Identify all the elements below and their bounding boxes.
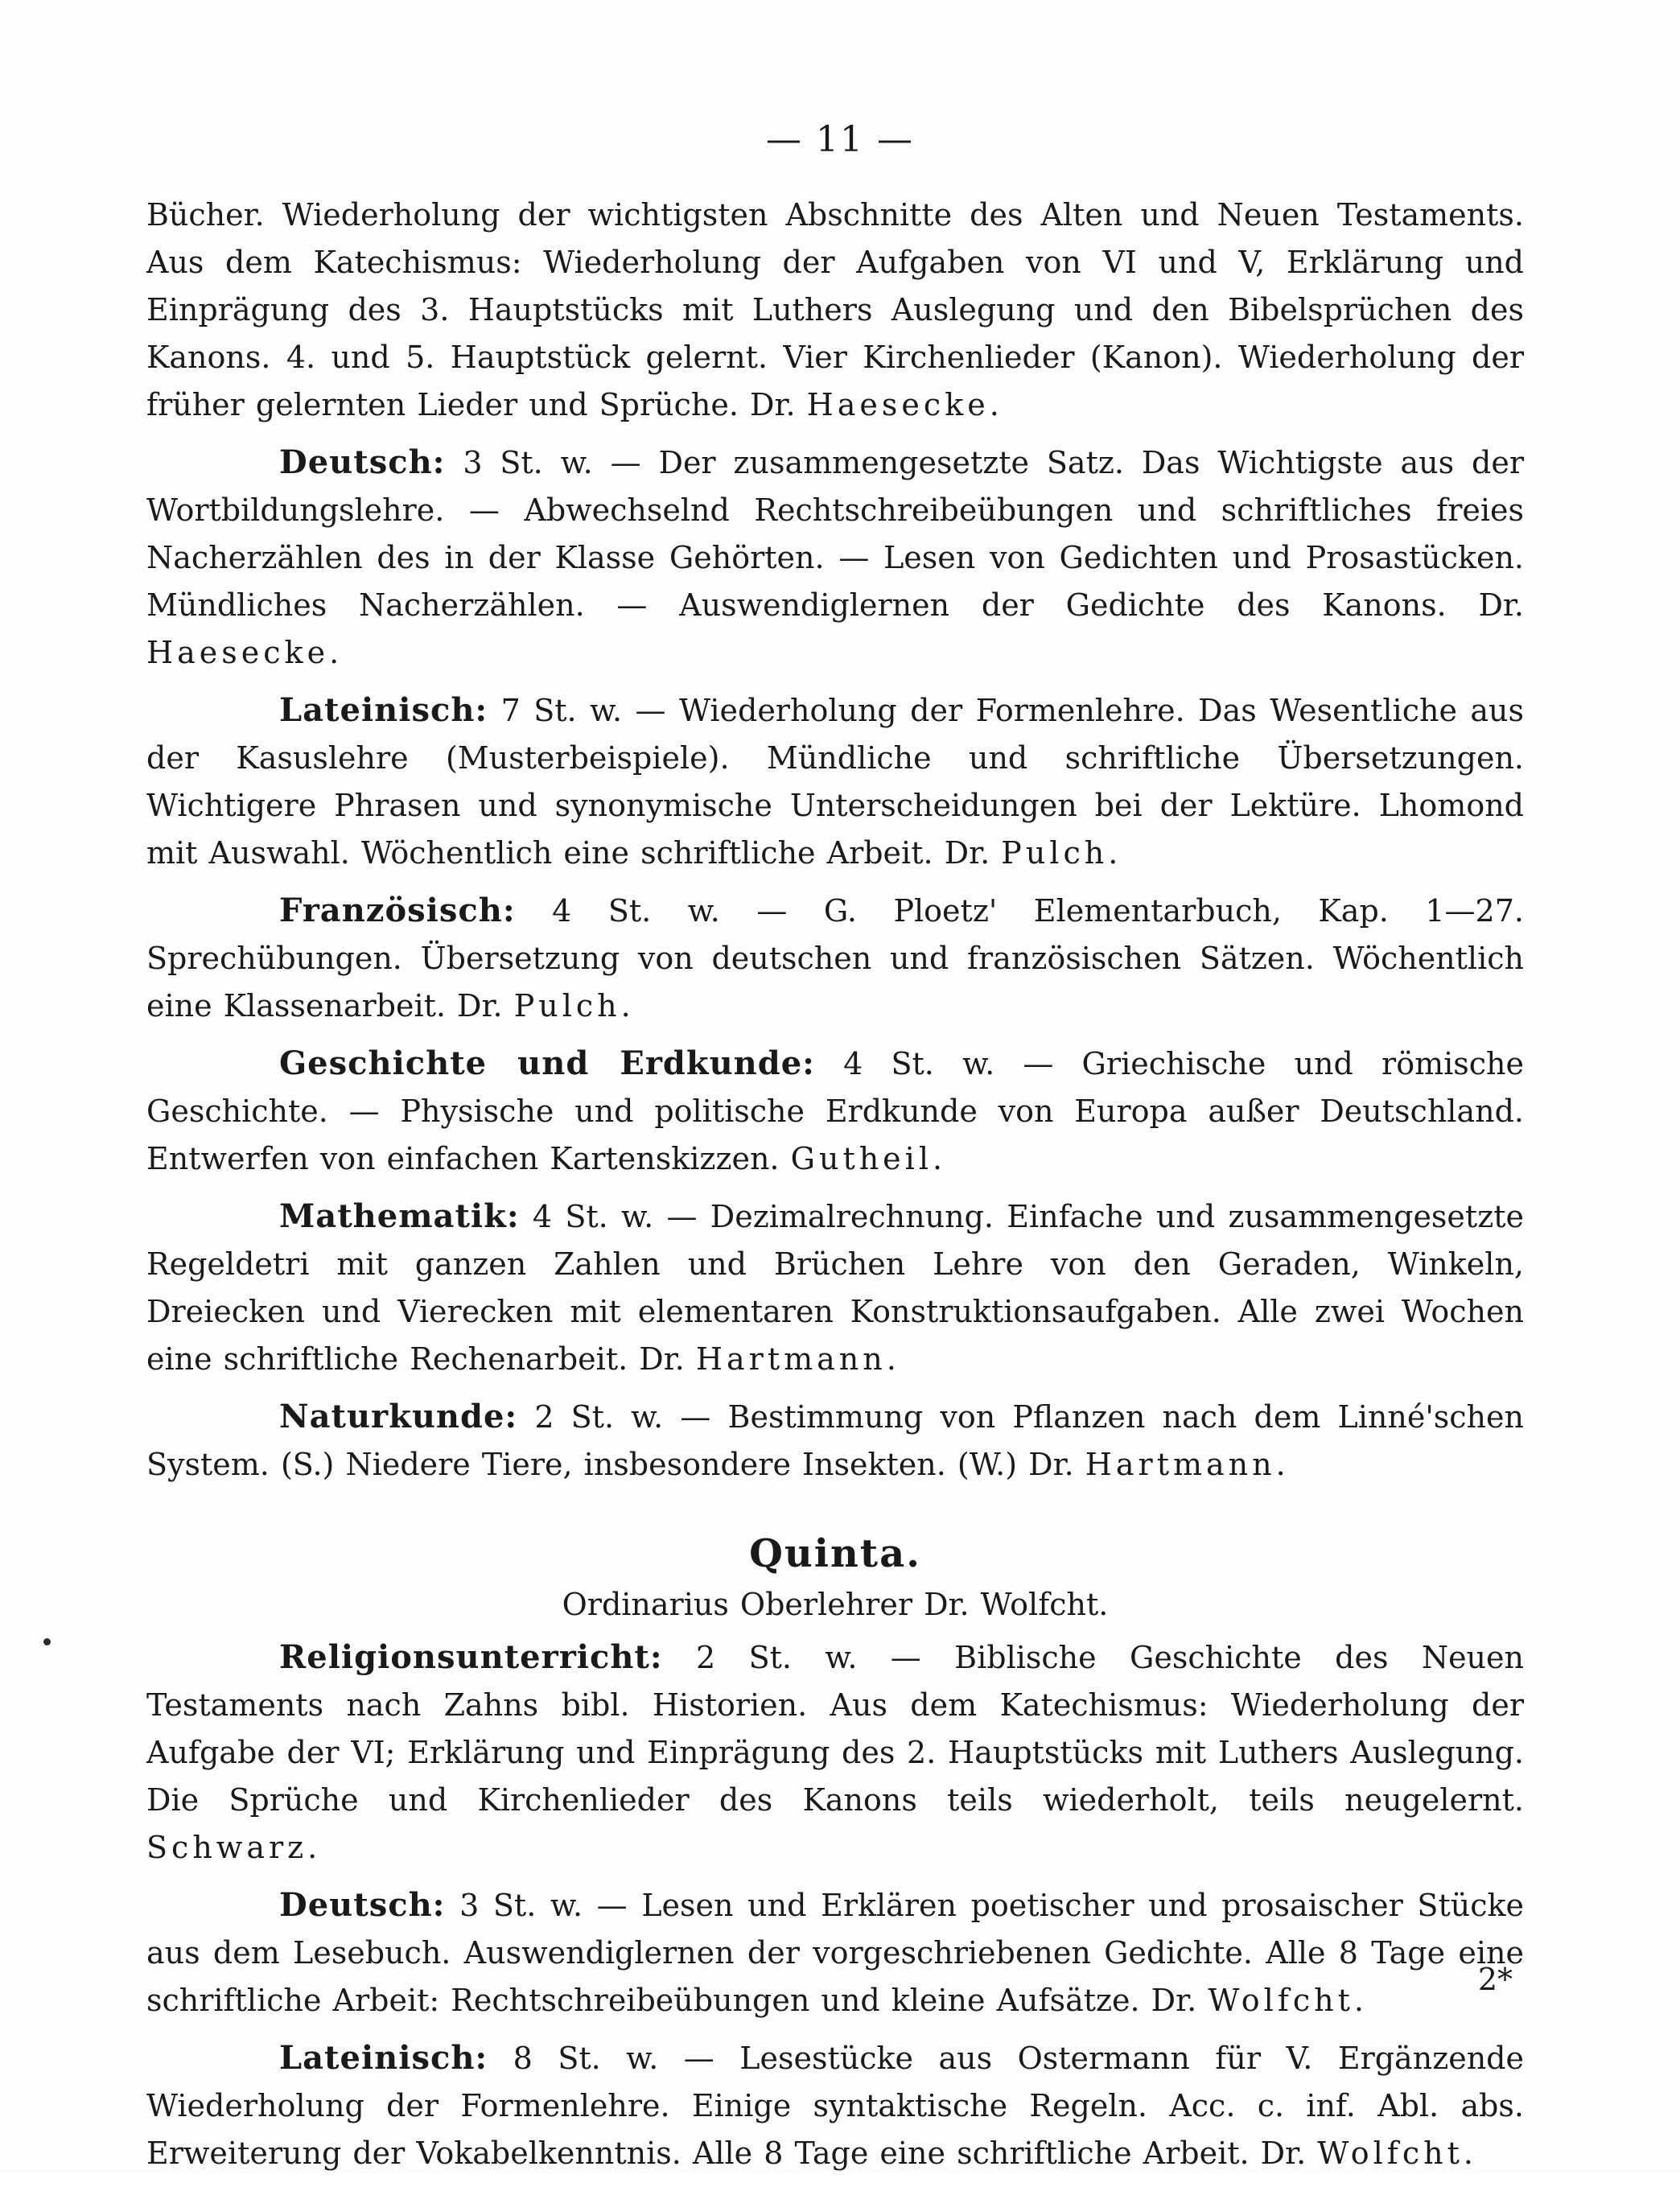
signature-mark: 2*	[1477, 1962, 1513, 1997]
section-heading-quinta: Quinta.	[749, 1531, 921, 1576]
paragraph-quinta-religion	[146, 1633, 1524, 1872]
paragraph-mathematik	[146, 1192, 1524, 1383]
paragraph-geschichte	[146, 1040, 1524, 1183]
subject-heading: Französisch:	[279, 892, 516, 929]
paragraph-text: 8 St. w. — Lesestücke aus Ostermann für V. Ergänzende Wiederholung der Formenlehre. Einige syntaktische Regeln. Acc. c. inf. Abl. abs. Erweiterung der Vokabelkenntnis. Alle 8 Tage eine schriftliche Arbeit. Dr.	[146, 2041, 1524, 2171]
page-number: — 11 —	[766, 119, 914, 160]
paragraph-quinta-deutsch	[146, 1881, 1524, 2024]
subject-heading: Mathematik:	[279, 1197, 520, 1235]
paragraph-quinta-lateinisch	[146, 2034, 1524, 2177]
teacher-name: Wolfcht.	[1208, 1983, 1368, 2018]
teacher-name: Pulch.	[513, 988, 635, 1023]
paragraph-naturkunde	[146, 1393, 1524, 1489]
paragraph-text: 4 St. w. — Dezimalrechnung. Einfache und zusammengesetzte Regeldetri mit ganzen Zahlen und Brüchen Lehre von den Geraden, Winkeln, Dreiecken und Vierecken mit elementaren Konstruktionsaufgaben. Alle zwei Wochen eine schriftliche Rechenarbeit. Dr.	[146, 1199, 1524, 1377]
teacher-name: Wolfcht.	[1317, 2136, 1477, 2171]
paragraph-text: 3 St. w. — Lesen und Erklären poetischer und prosaischer Stücke aus dem Lesebuch. Auswendiglernen der vorgeschriebenen Gedichte. Alle 8 Tage eine schriftliche Arbeit: Rechtschreibeübungen und kleine Aufsätze. Dr.	[146, 1888, 1524, 2018]
paragraph-text: 3 St. w. — Der zusammengesetzte Satz. Das Wichtigste aus der Wortbildungslehre. — Abwechselnd Rechtschreibeübungen und schriftliches freies Nacherzählen des in der Klasse Gehörten. — Lesen von Gedichten und Prosastücken. Mündliches Nacherzählen. — Auswendiglernen der Gedichte des Kanons. Dr.	[146, 445, 1524, 623]
teacher-name: Haesecke.	[806, 387, 1003, 422]
body-text	[146, 192, 1524, 2187]
subject-heading: Deutsch:	[279, 443, 446, 481]
teacher-name: Schwarz.	[146, 1830, 322, 1865]
teacher-name: Gutheil.	[790, 1141, 947, 1176]
paragraph-franzoesisch	[146, 887, 1524, 1030]
paragraph-religion-continued	[146, 192, 1524, 429]
teacher-name: Hartmann.	[695, 1341, 900, 1377]
subject-heading: Deutsch:	[279, 1886, 446, 1924]
paragraph-deutsch	[146, 439, 1524, 677]
paragraph-text: 2 St. w. — Biblische Geschichte des Neuen Testaments nach Zahns bibl. Historien. Aus dem Katechismus: Wiederholung der Aufgabe der VI; Erklärung und Einprägung des 2. Hauptstücks mit Luthers Auslegung. Die Sprüche und Kirchenlieder des Kanons teils wiederholt, teils neugelernt.	[146, 1640, 1524, 1818]
subject-heading: Geschichte und Erdkunde:	[279, 1044, 815, 1082]
subject-heading: Naturkunde:	[279, 1398, 518, 1435]
teacher-name: Haesecke.	[146, 635, 344, 670]
teacher-name: Hartmann.	[1085, 1447, 1290, 1482]
subject-heading: Lateinisch:	[279, 691, 488, 729]
ink-speck	[43, 1638, 51, 1645]
subject-heading: Religionsunterricht:	[279, 1638, 663, 1676]
paragraph-text: 4 St. w. — G. Ploetz' Elementarbuch, Kap. 1—27. Sprechübungen. Übersetzung von deutschen und französischen Sätzen. Wöchentlich eine Klassenarbeit. Dr.	[146, 893, 1524, 1023]
paragraph-text: Bücher. Wiederholung der wichtigsten Abschnitte des Alten und Neuen Testaments. Aus dem Katechismus: Wiederholung der Aufgaben von VI und V, Erklärung und Einprägung des 3. Hauptstücks mit Luthers Auslegung und den Bibelsprüchen des Kanons. 4. und 5. Hauptstück gelernt. Vier Kirchenlieder (Kanon). Wiederholung der früher gelernten Lieder und Sprüche. Dr.	[146, 197, 1524, 422]
paragraph-text: 2 St. w. — Bestimmung von Pflanzen nach dem Linné'schen System. (S.) Niedere Tiere, insbesondere Insekten. (W.) Dr.	[146, 1399, 1524, 1482]
ordinarius-line: Ordinarius Oberlehrer Dr. Wolfcht.	[562, 1587, 1109, 1622]
paragraph-text: 4 St. w. — Griechische und römische Geschichte. — Physische und politische Erdkunde von Europa außer Deutschland. Entwerfen von einfachen Kartenskizzen.	[146, 1046, 1525, 1176]
teacher-name: Pulch.	[1001, 835, 1122, 871]
paragraph-lateinisch	[146, 686, 1524, 877]
paragraph-text: 7 St. w. — Wiederholung der Formenlehre. Das Wesentliche aus der Kasuslehre (Musterbeispiele). Mündliche und schriftliche Übersetzungen. Wichtigere Phrasen und synonymische Unterscheidungen bei der Lektüre. Lhomond mit Auswahl. Wöchentlich eine schriftliche Arbeit. Dr.	[146, 693, 1524, 871]
subject-heading: Lateinisch:	[279, 2039, 488, 2077]
